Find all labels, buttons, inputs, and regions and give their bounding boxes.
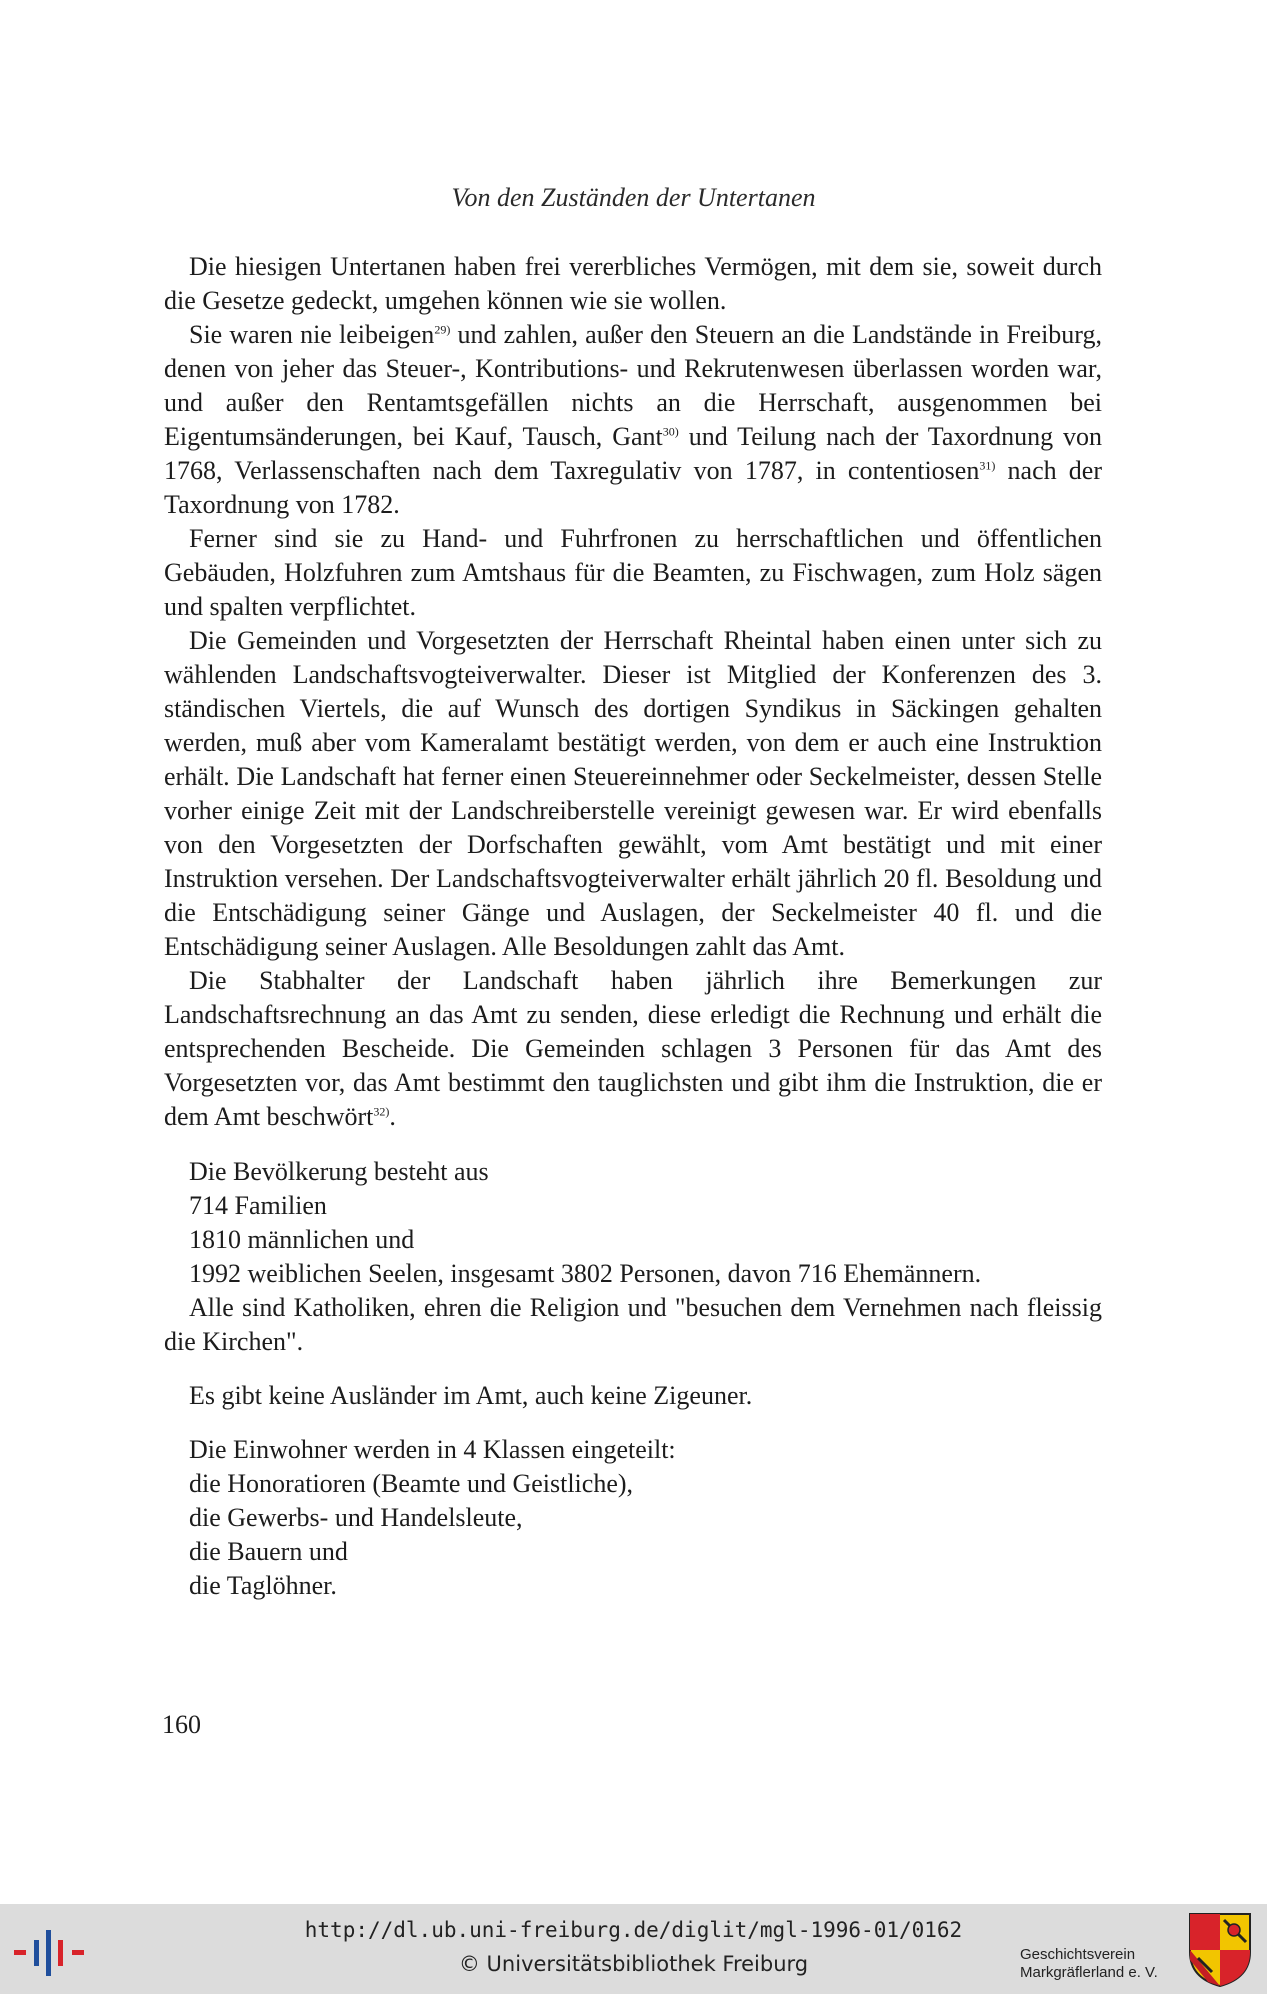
population-line: 1992 weiblichen Seelen, insgesamt 3802 Personen, davon 716 Ehemännern. [189,1259,982,1288]
class-line: die Gewerbs- und Handelsleute, [189,1503,523,1532]
population-line: 1810 männlichen und [189,1225,415,1254]
copyright-text: © Universitätsbibliothek Freiburg [458,1952,809,1976]
footnote-30: 30) [662,424,679,439]
society-name [1020,1946,1190,1982]
paragraph-1: Die hiesigen Untertanen haben frei vererbliches Vermögen, mit dem sie, soweit durch die Gesetze gedeckt, umgehen können wie sie wollen. [164,252,1102,315]
running-header: Von den Zuständen der Untertanen [451,183,816,212]
footnote-29: 29) [434,322,451,337]
population-line: 714 Familien [189,1191,327,1220]
foreigners-paragraph: Es gibt keine Ausländer im Amt, auch keine Zigeuner. [189,1381,753,1410]
paragraph-5-text-a: Die Stabhalter der Landschaft haben jährlich ihre Bemerkungen zur Landschaftsrechnung an das Amt zu senden, diese erledigt die Rechnung und erhält die entsprechenden Bescheide. Die Gemeinden schlagen 3 Personen für das Amt des Vorgesetzten vor, das Amt bestimmt den tauglichsten und gibt ihm die Instruktion, die er dem Amt beschwört [164,966,1102,1131]
religion-paragraph: Alle sind Katholiken, ehren die Religion und "besuchen dem Vernehmen nach fleissig die Kirchen". [164,1293,1102,1356]
paragraph-2-text-a: Sie waren nie leibeigen [189,320,435,349]
paragraph-2 [164,318,1102,522]
paragraph-5-text-b: . [389,1102,396,1131]
class-line: Die Einwohner werden in 4 Klassen eingeteilt: [189,1435,676,1464]
paragraph-4: Die Gemeinden und Vorgesetzten der Herrschaft Rheintal haben einen unter sich zu wählenden Landschaftsvogteiverwalter. Dieser ist Mitglied der Konferenzen des 3. ständischen Viertels, die auf Wunsch des dortigen Syndikus in Säckingen gehalten werden, muß aber vom Kameralamt bestätigt werden, von dem er auch eine Instruktion erhält. Die Landschaft hat ferner einen Steuereinnehmer oder Seckelmeister, dessen Stelle vorher einige Zeit mit der Landschreiberstelle vereinigt gewesen war. Er wird ebenfalls von den Vorgesetzten der Dorfschaften gewählt, vom Amt bestätigt und mit einer Instruktion versehen. Der Landschaftsvogteiverwalter erhält jährlich 20 fl. Besoldung und die Entschädigung seiner Gänge und Auslagen, der Seckelmeister 40 fl. und die Entschädigung seiner Auslagen. Alle Besoldungen zahlt das Amt. [164,626,1102,961]
society-name-line2: Markgräflerland e. V. [1020,1964,1158,1981]
paragraph-2-text-b: und zahlen, außer den Steuern an die Landstände in Freiburg, denen von jeher das Steuer-, Kontributions- und Rekrutenwesen überlassen worden war, und außer den Rentamtsgefällen nichts an die Herrschaft, ausgenommen bei Eigentumsänderungen, bei Kauf, Tausch, Gant [164,320,1102,451]
paragraph-5 [164,964,1102,1134]
society-name-line1: Geschichtsverein [1020,1946,1136,1963]
footnote-31: 31) [979,458,996,473]
footer-bar [0,1904,1267,1994]
paragraph-2-text-d: nach der Taxordnung von 1782. [164,456,1103,519]
class-line: die Honoratioren (Beamte und Geistliche), [189,1469,634,1498]
class-line: die Bauern und [189,1537,348,1566]
paragraph-2-text-c: und Teilung nach der Taxordnung von 1768, Verlassenschaften nach dem Taxregulativ von 1787, in contentiosen [164,422,1102,485]
population-line: Die Bevölkerung besteht aus [189,1157,489,1186]
footnote-32: 32) [373,1104,390,1119]
citation-url-link[interactable]: http://dl.ub.uni-freiburg.de/diglit/mgl-1996-01/0162 [304,1918,963,1942]
paragraph-3: Ferner sind sie zu Hand- und Fuhrfronen zu herrschaftlichen und öffentlichen Gebäuden, Holzfuhren zum Amtshaus für die Beamten, zu Fischwagen, zum Holz sägen und spalten verpflichtet. [164,524,1102,621]
page-number: 160 [162,1710,201,1739]
coat-of-arms-icon [1188,1912,1252,1988]
class-line: die Taglöhner. [189,1571,337,1600]
main-text [164,250,1102,1603]
